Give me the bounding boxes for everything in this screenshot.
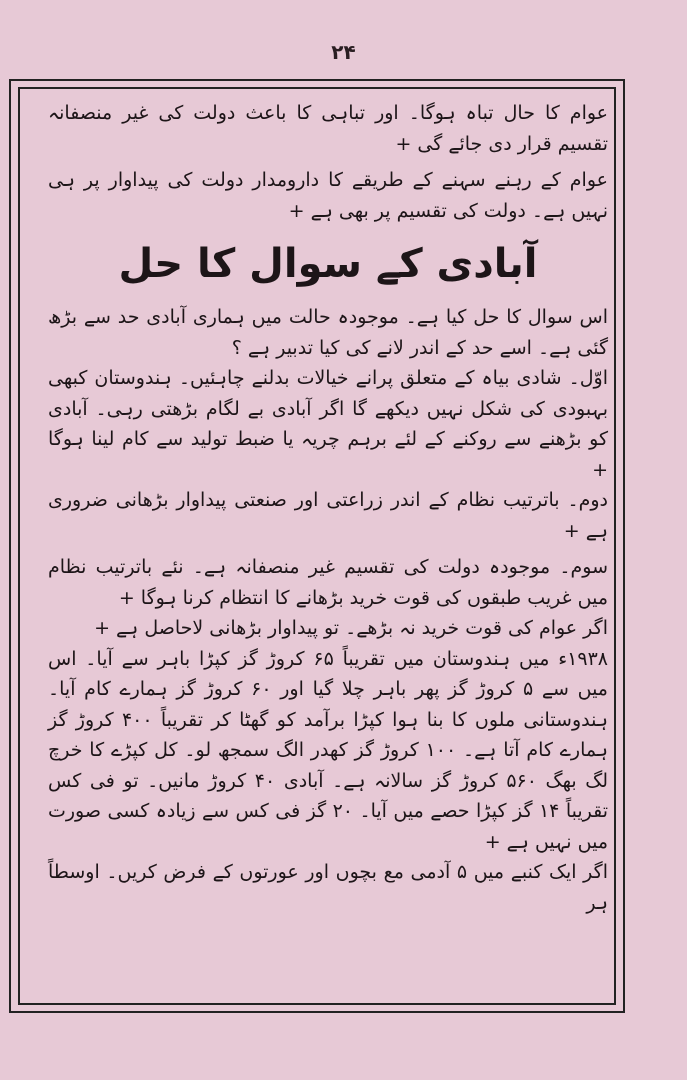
section-heading: آبادی کے سوال کا حل [118, 241, 538, 287]
paragraph-9: اگر ایک کنبے میں ۵ آدمی مع بچوں اور عورتوں کے فرض کریں۔ اوسطاً ہر [48, 861, 608, 914]
paragraph-8: ۱۹۳۸ء میں ہندوستان میں تقریباً ۶۵ کروڑ گز کپڑا باہر سے آیا۔ اس میں سے ۵ کروڑ گز پھر باہر چلا گیا اور ۶۰ کروڑ گز ہمارے کام آیا۔ ہندوستانی ملوں کا بنا ہوا کپڑا برآمد کو گھٹا کر تقریباً ۴۰۰ کروڑ گز ہمارے کام آتا ہے۔ ۱۰۰ کروڑ گز کھدر الگ سمجھ لو۔ کل کپڑے کا خرچ لگ بھگ ۵۶۰ کروڑ گز سالانہ ہے۔ آبادی ۴۰ کروڑ مانیں۔ تو فی کس تقریباً ۱۴ گز کپڑا حصے میں آیا۔ ۲۰ گز فی کس سے زیادہ کسی صورت میں نہیں ہے + [48, 647, 609, 853]
page-number: ۲۴ [331, 40, 356, 64]
paragraph-1: عوام کا حال تباہ ہوگا۔ اور تباہی کا باعث دولت کی غیر منصفانہ تقسیم قرار دی جائے گی + [48, 102, 608, 155]
paragraph-5: دوم۔ باترتیب نظام کے اندر زراعتی اور صنعتی پیداوار بڑھانی ضروری ہے + [48, 489, 608, 542]
paragraph-7: اگر عوام کی قوت خرید نہ بڑھے۔ تو پیداوار بڑھانی لاحاصل ہے + [94, 617, 608, 639]
paragraph-3: اس سوال کا حل کیا ہے۔ موجودہ حالت میں ہماری آبادی حد سے بڑھ گئی ہے۔ اسے حد کے اندر لانے کی کیا تدبیر ہے ؟ [48, 306, 608, 359]
paragraph-6: سوم۔ موجودہ دولت کی تقسیم غیر منصفانہ ہے۔ نئے باترتیب نظام میں غریب طبقوں کی قوت خرید بڑھانے کا انتظام کرنا ہوگا + [48, 556, 608, 609]
paragraph-2: عوام کے رہنے سہنے کے طریقے کا دارومدار دولت کی پیداوار پر ہی نہیں ہے۔ دولت کی تقسیم پر بھی ہے + [48, 169, 608, 222]
page-body [48, 98, 608, 998]
paragraph-4: اوّل۔ شادی بیاہ کے متعلق پرانے خیالات بدلنے چاہئیں۔ ہندوستان کبھی بہبودی کی شکل نہیں دیکھے گا اگر آبادی بے لگام بڑھتی رہی۔ آبادی کو بڑھنے سے روکنے کے لئے برہم چریہ یا ضبط تولید سے کام لینا ہوگا + [48, 367, 608, 481]
